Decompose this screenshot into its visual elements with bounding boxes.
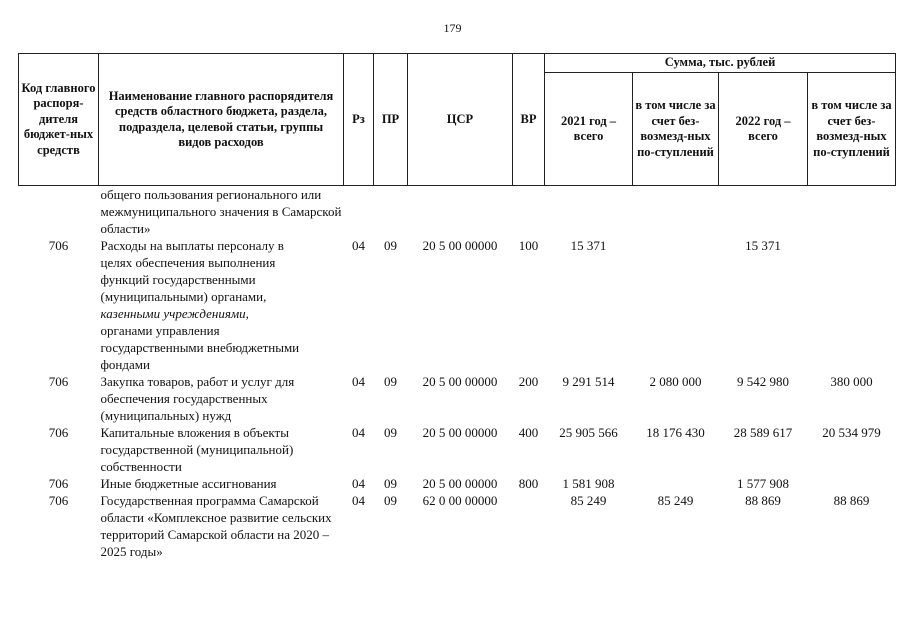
page-number: 179 — [443, 21, 462, 35]
row-2021-free: 2 080 000 — [649, 374, 702, 389]
row-name-line: целях обеспечения выполнения — [100, 255, 276, 270]
row-code: 706 — [48, 425, 69, 440]
row-csr: 20 5 00 00000 — [422, 425, 498, 440]
row-2021-total: 9 291 514 — [562, 374, 615, 389]
row-csr: 62 0 00 00000 — [422, 493, 498, 508]
row-vr: 800 — [518, 476, 539, 491]
header-sum-group: Сумма, тыс. рублей — [545, 54, 896, 73]
row-rz: 04 — [352, 238, 365, 253]
row-2022-free: 20 534 979 — [822, 425, 881, 440]
row-2021-total: 25 905 566 — [559, 425, 618, 440]
row-name: Капитальные вложения в объекты государственной (муниципальной) собственности — [100, 425, 294, 474]
row-name-line: государственными внебюджетными — [100, 340, 300, 355]
row-2022-free: 88 869 — [833, 493, 870, 508]
row-vr: 200 — [518, 374, 539, 389]
row-2022-total: 1 577 908 — [737, 476, 789, 491]
row-code: 706 — [48, 493, 69, 508]
row-2021-free: 18 176 430 — [646, 425, 705, 440]
table-row-continuation — [19, 186, 896, 238]
header-pr: ПР — [374, 54, 408, 186]
row-2021-total: 85 249 — [570, 493, 607, 508]
table-row — [19, 373, 896, 424]
continuation-text: общего пользования регионального или межмуниципального значения в Самарской области» — [100, 187, 342, 236]
row-name — [99, 237, 344, 373]
row-name-italic: казенными учреждениями, — [100, 306, 249, 321]
row-csr: 20 5 00 00000 — [422, 476, 498, 491]
header-csr: ЦСР — [408, 54, 513, 186]
row-csr: 20 5 00 00000 — [422, 374, 498, 389]
row-2022-total: 28 589 617 — [733, 425, 793, 440]
row-code: 706 — [48, 238, 69, 253]
row-2022-total: 15 371 — [745, 238, 781, 253]
row-name-line: функций государственными — [100, 272, 256, 287]
header-name: Наименование главного распорядителя средств областного бюджета, раздела, подраздела, целевой статьи, группы видов расходов — [99, 54, 344, 186]
header-2022-free: в том числе за счет без-возмезд-ных по-ступлений — [808, 73, 896, 186]
row-name: Иные бюджетные ассигнования — [100, 476, 277, 491]
row-csr: 20 5 00 00000 — [422, 238, 498, 253]
row-2021-total: 15 371 — [570, 238, 607, 253]
row-vr: 100 — [518, 238, 539, 253]
row-pr: 09 — [384, 493, 397, 508]
header-2022-total: 2022 год – всего — [719, 73, 808, 186]
row-pr: 09 — [384, 374, 397, 389]
row-name: Закупка товаров, работ и услуг для обеспечения государственных (муниципальных) нужд — [100, 374, 295, 423]
row-vr — [513, 492, 545, 560]
row-code: 706 — [48, 476, 69, 491]
row-2022-free — [808, 237, 896, 373]
header-2021-free: в том числе за счет без-возмезд-ных по-ступлений — [633, 73, 719, 186]
table-row — [19, 237, 896, 373]
header-code: Код главного распоря-дителя бюджет-ных средств — [19, 54, 99, 186]
row-2022-total: 88 869 — [745, 493, 781, 508]
header-2021-total: 2021 год – всего — [545, 73, 633, 186]
row-2021-free — [633, 237, 719, 373]
row-pr: 09 — [384, 238, 397, 253]
row-rz: 04 — [352, 476, 365, 491]
row-rz: 04 — [352, 493, 365, 508]
row-name-line: органами управления — [100, 323, 220, 338]
row-name-line: (муниципальными) органами, — [100, 289, 267, 304]
row-2022-free — [808, 475, 896, 492]
table-row — [19, 492, 896, 560]
row-rz: 04 — [352, 425, 365, 440]
row-2022-free: 380 000 — [830, 374, 873, 389]
table-row — [19, 424, 896, 475]
row-2021-free — [633, 475, 719, 492]
table-row — [19, 475, 896, 492]
header-vr: ВР — [513, 54, 545, 186]
row-2022-total: 9 542 980 — [737, 374, 789, 389]
budget-table — [18, 53, 896, 560]
row-name-line: Расходы на выплаты персоналу в — [100, 238, 284, 253]
row-2021-total: 1 581 908 — [562, 476, 615, 491]
row-vr: 400 — [518, 425, 539, 440]
row-pr: 09 — [384, 425, 397, 440]
row-code: 706 — [48, 374, 69, 389]
header-rz: Рз — [344, 54, 374, 186]
row-2021-free: 85 249 — [657, 493, 694, 508]
row-name: Государственная программа Самарской области «Комплексное развитие сельских территорий Самарской области на 2020 – 2025 годы» — [100, 493, 332, 559]
row-rz: 04 — [352, 374, 365, 389]
row-name-line: фондами — [100, 357, 150, 372]
row-pr: 09 — [384, 476, 397, 491]
